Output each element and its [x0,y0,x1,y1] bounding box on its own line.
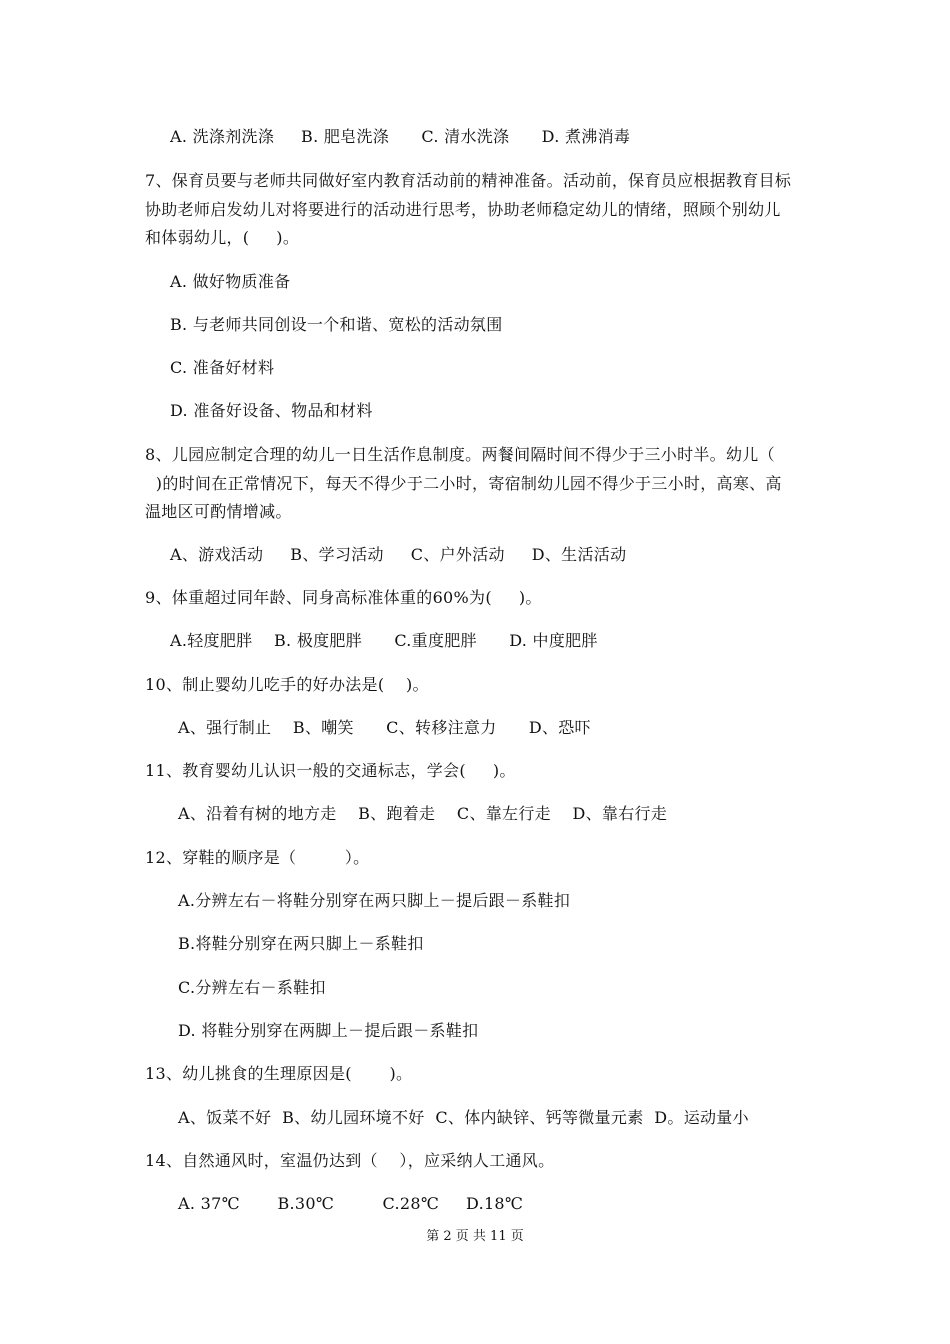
q7-option-b: B. 与老师共同创设一个和谐、宽松的活动氛围 [170,315,503,334]
q14-options: A. 37℃ B.30℃ C.28℃ D.18℃ [178,1194,524,1213]
q10-stem: 10、制止婴幼儿吃手的好办法是( )。 [145,675,429,694]
q12-option-b: B.将鞋分别穿在两只脚上－系鞋扣 [178,934,424,953]
q11-options: A、沿着有树的地方走 B、跑着走 C、靠左行走 D、靠右行走 [178,804,668,823]
q14-stem: 14、自然通风时，室温仍达到（ ），应采纳人工通风。 [145,1151,555,1170]
q6-options: A. 洗涤剂洗涤 B. 肥皂洗涤 C. 清水洗涤 D. 煮沸消毒 [170,127,631,146]
q8-stem-line-1: 8、儿园应制定合理的幼儿一日生活作息制度。两餐间隔时间不得少于三小时半。幼儿（ [145,445,775,464]
q13-options: A、饭菜不好 B、幼儿园环境不好 C、体内缺锌、钙等微量元素 D。运动量小 [178,1108,749,1127]
q9-options: A.轻度肥胖 B. 极度肥胖 C.重度肥胖 D. 中度肥胖 [170,631,598,650]
q8-stem-line-3: 温地区可酌情增减。 [145,502,292,521]
q10-options: A、强行制止 B、嘲笑 C、转移注意力 D、恐吓 [178,718,591,737]
q7-stem-line-1: 7、保育员要与老师共同做好室内教育活动前的精神准备。活动前，保育员应根据教育目标 [145,171,792,190]
q11-stem: 11、教育婴幼儿认识一般的交通标志，学会( )。 [145,761,516,780]
q7-stem-line-2: 协助老师启发幼儿对将要进行的活动进行思考，协助老师稳定幼儿的情绪，照顾个别幼儿 [145,200,781,219]
q8-options: A、游戏活动 B、学习活动 C、户外活动 D、生活活动 [170,545,627,564]
q12-stem: 12、穿鞋的顺序是（ ）。 [145,848,370,867]
q12-option-c: C.分辨左右－系鞋扣 [178,978,326,997]
q12-option-d: D. 将鞋分别穿在两脚上－提后跟－系鞋扣 [178,1021,479,1040]
q12-option-a: A.分辨左右－将鞋分别穿在两只脚上－提后跟－系鞋扣 [178,891,571,910]
q8-stem-line-2: )的时间在正常情况下，每天不得少于二小时，寄宿制幼儿园不得少于三小时，高寒、高 [145,474,782,493]
page-footer: 第 2 页 共 11 页 [426,1229,524,1244]
q7-stem-line-3: 和体弱幼儿，( )。 [145,228,300,247]
q7-option-c: C. 准备好材料 [170,358,275,377]
q7-option-d: D. 准备好设备、物品和材料 [170,401,373,420]
q9-stem: 9、体重超过同年龄、同身高标准体重的60%为( )。 [145,588,542,607]
q7-option-a: A. 做好物质准备 [170,272,291,291]
q13-stem: 13、幼儿挑食的生理原因是( )。 [145,1064,413,1083]
